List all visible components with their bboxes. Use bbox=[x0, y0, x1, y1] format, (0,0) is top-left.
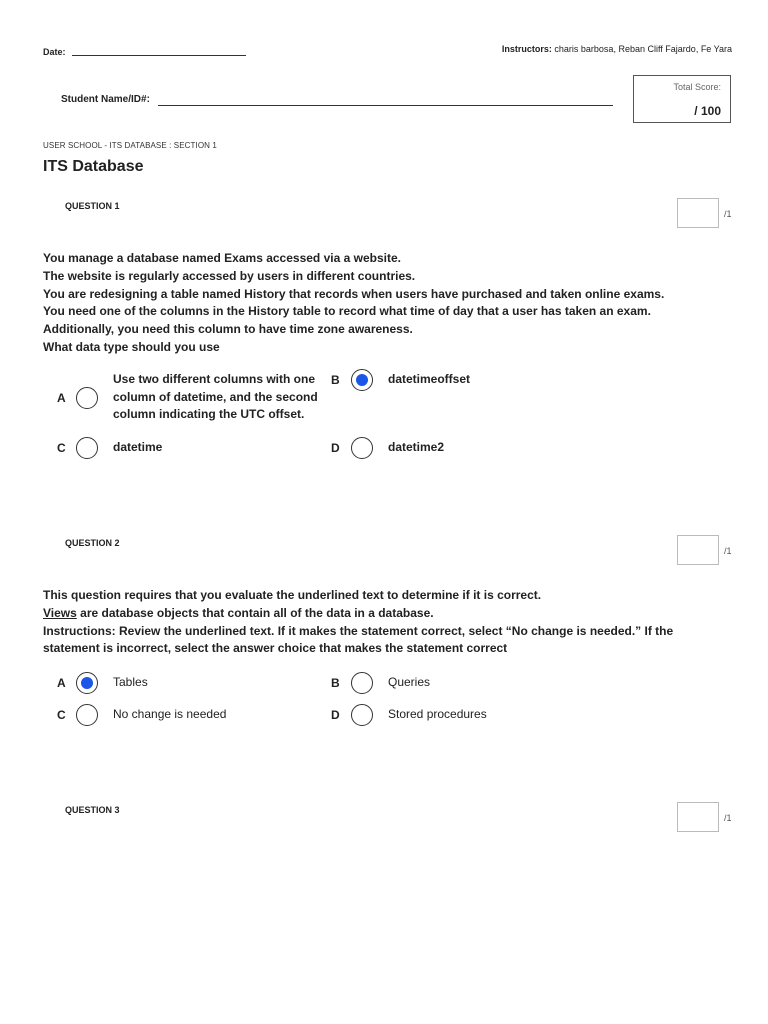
page-title: ITS Database bbox=[43, 158, 144, 175]
question-2-max-score: /1 bbox=[724, 546, 732, 556]
question-2-text bbox=[43, 587, 703, 658]
question-1-label: QUESTION 1 bbox=[65, 201, 120, 211]
question-3-label: QUESTION 3 bbox=[65, 805, 120, 815]
question-3-score-input[interactable] bbox=[677, 802, 719, 832]
question-2-line bbox=[43, 605, 703, 623]
q1-option-b-text: datetimeoffset bbox=[388, 372, 471, 386]
question-2-line: This question requires that you evaluate the underlined text to determine if it is correct. bbox=[43, 588, 542, 602]
underlined-term: Views bbox=[43, 605, 77, 620]
date-field-line[interactable] bbox=[72, 55, 246, 56]
question-2-label: QUESTION 2 bbox=[65, 538, 120, 548]
question-2-line-rest: are database objects that contain all of the data in a database. bbox=[76, 605, 434, 620]
date-label: Date: bbox=[43, 47, 66, 57]
q1-option-c-radio[interactable] bbox=[76, 437, 98, 459]
question-1-line: You are redesigning a table named History that records when users have purchased and taken online exams. bbox=[43, 286, 665, 301]
section-breadcrumb: USER SCHOOL - ITS DATABASE : SECTION 1 bbox=[43, 141, 217, 150]
q1-option-a-letter: A bbox=[57, 391, 66, 405]
q1-option-b-letter: B bbox=[331, 373, 340, 387]
question-1-score-input[interactable] bbox=[677, 198, 719, 228]
total-score-label: Total Score: bbox=[673, 82, 721, 92]
student-name-field-line[interactable] bbox=[158, 105, 613, 106]
q2-option-d-text: Stored procedures bbox=[388, 707, 487, 721]
q2-option-d-radio[interactable] bbox=[351, 704, 373, 726]
question-1-line: Additionally, you need this column to have time zone awareness. bbox=[43, 322, 413, 337]
question-1-max-score: /1 bbox=[724, 209, 732, 219]
question-1-line: The website is regularly accessed by users in different countries. bbox=[43, 268, 416, 283]
q1-option-a-radio[interactable] bbox=[76, 387, 98, 409]
question-1-line: What data type should you use bbox=[43, 339, 220, 354]
q1-option-b-radio[interactable] bbox=[351, 369, 373, 391]
q2-option-a-radio[interactable] bbox=[76, 672, 98, 694]
student-name-label: Student Name/ID#: bbox=[61, 94, 150, 105]
question-1-text bbox=[43, 250, 723, 357]
q1-option-d-text: datetime2 bbox=[388, 440, 445, 454]
question-2-score-input[interactable] bbox=[677, 535, 719, 565]
q1-option-d-letter: D bbox=[331, 441, 340, 455]
q2-option-b-radio[interactable] bbox=[351, 672, 373, 694]
q2-option-c-radio[interactable] bbox=[76, 704, 98, 726]
q2-option-c-letter: C bbox=[57, 708, 66, 722]
q2-option-b-text: Queries bbox=[388, 675, 431, 689]
instructors bbox=[502, 44, 732, 54]
q1-option-d-radio[interactable] bbox=[351, 437, 373, 459]
question-1-line: You need one of the columns in the History table to record what time of day that a user has taken an exam. bbox=[43, 304, 651, 319]
q2-option-c-text: No change is needed bbox=[113, 707, 227, 721]
instructors-label: Instructors: bbox=[501, 44, 552, 54]
q2-option-a-text: Tables bbox=[113, 675, 148, 689]
question-3-max-score: /1 bbox=[724, 813, 732, 823]
q1-option-c-letter: C bbox=[57, 441, 66, 455]
question-2-instructions: Instructions: Review the underlined text. If it makes the statement correct, select “No change is needed.” If the statement is incorrect, select the answer choice that makes the statement correct bbox=[43, 623, 674, 656]
total-score-value: / 100 bbox=[694, 104, 721, 118]
q1-option-a-text: Use two different columns with one column of datetime, and the second column indicating the UTC offset. bbox=[113, 372, 318, 421]
total-score-box bbox=[633, 75, 731, 123]
q1-option-c-text: datetime bbox=[113, 440, 163, 454]
q2-option-b-letter: B bbox=[331, 676, 340, 690]
instructors-names: charis barbosa, Reban Cliff Fajardo, Fe Yara bbox=[554, 44, 732, 54]
q2-option-d-letter: D bbox=[331, 708, 340, 722]
question-1-line: You manage a database named Exams accessed via a website. bbox=[43, 251, 401, 265]
q2-option-a-letter: A bbox=[57, 676, 66, 690]
